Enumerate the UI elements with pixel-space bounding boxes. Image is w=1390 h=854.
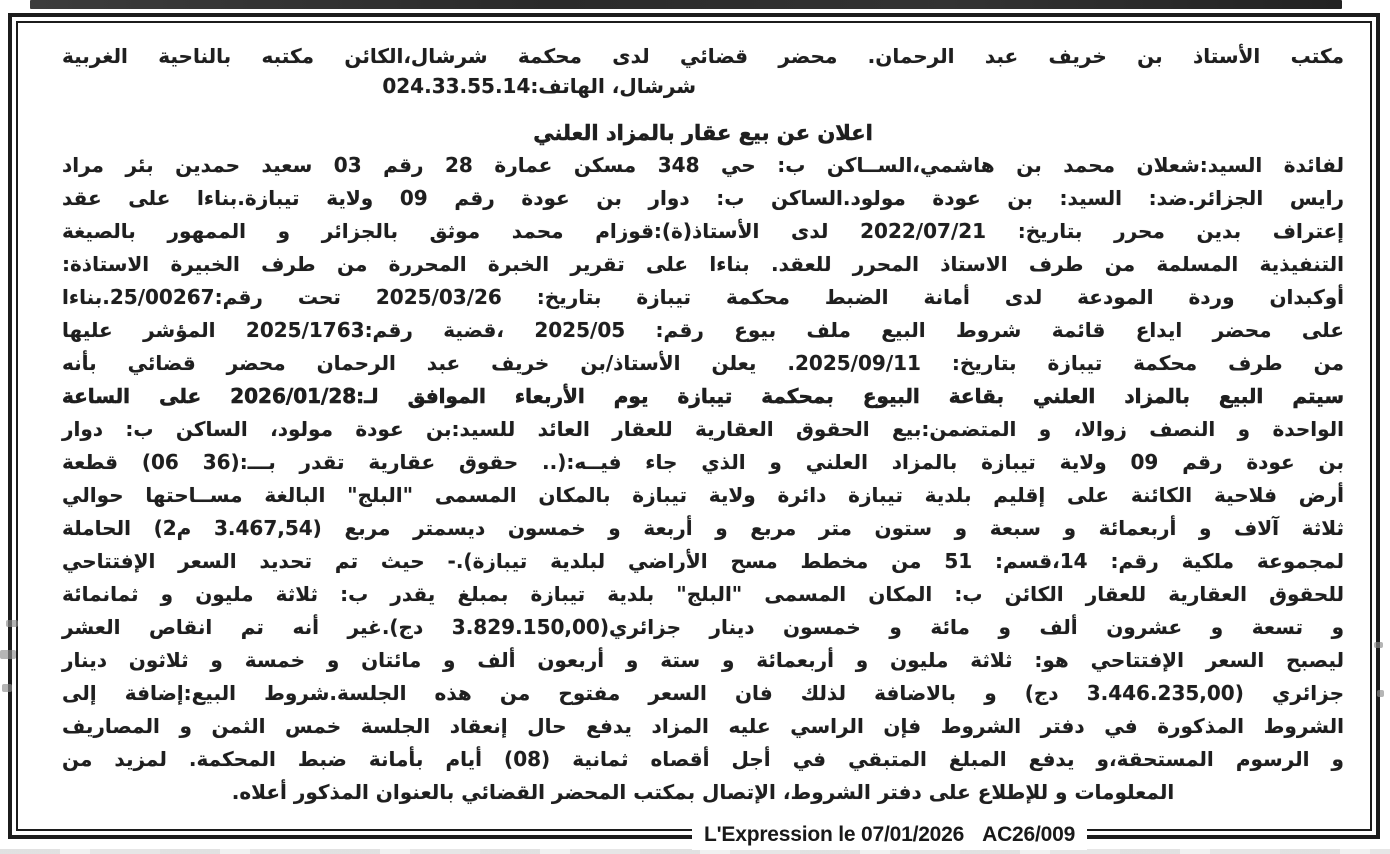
- document-inner-frame: [16, 21, 1372, 831]
- footer-publication-date: L'Expression le 07/01/2026: [704, 823, 965, 846]
- notice-body-line: التنفيذية المسلمة من طرف الاستاذ المحرر للعقد. بناءا على تقرير الخبرة المحررة من طرف الخبيرة الاستاذة:: [62, 252, 1344, 276]
- notice-body-line: أرض فلاحية الكائنة على إقليم بلدية تيبازة دائرة ولاية تيبازة بالمكان المسمى "البلج" البالغة مســاحتها حوالي: [62, 483, 1344, 507]
- notice-body-line: رايس الجزائر.ضد: السيد: بن عودة مولود.الساكن ب: دوار بن عودة رقم 09 ولاية تيبازة.بناءا على عقد: [62, 186, 1345, 210]
- office-header-line-1: مكتب الأستاذ بن خريف عبد الرحمان. محضر قضائي لدى محكمة شرشال،الكائن مكتبه بالناحية الغربية: [62, 44, 1344, 68]
- scan-speck: [2, 684, 12, 692]
- scan-speck: [1374, 642, 1383, 648]
- notice-body-line: ليصبح السعر الإفتتاحي هو: ثلاثة مليون و أربعمائة و ستة و أربعون ألف و مائتان و خمسة و ثلاثون دينار: [62, 648, 1344, 672]
- notice-body-line: جزائري (3.446.235,00 دج) و بالاضافة لذلك فان السعر مفتوح من هذه الجلسة.شروط البيع:إضافة إلى: [62, 681, 1344, 705]
- newspaper-footer-credit: [692, 820, 1087, 850]
- scan-speck: [1377, 690, 1384, 697]
- notice-body-line: من طرف محكمة تيبازة بتاريخ: 2025/09/11. يعلن الأستاذ/بن خريف عبد الرحمان محضر قضائي بأنه: [62, 351, 1345, 375]
- footer-reference-code: AC26/009: [982, 823, 1076, 846]
- notice-body-line: الواحدة و النصف زوالا، و المتضمن:بيع الحقوق العقارية للعقار العائد للسيد:بن عودة مولود، الساكن ب: دوار: [62, 417, 1344, 441]
- notice-title: اعلان عن بيع عقار بالمزاد العلني: [533, 121, 873, 145]
- scan-speck: [0, 650, 16, 659]
- notice-body-line-last: المعلومات و للإطلاع على دفتر الشروط، الإتصال بمكتب المحضر القضائي بالعنوان المذكور أعلاه.: [231, 780, 1175, 804]
- notice-body-line: الشروط المذكورة في دفتر الشروط فإن الراسي عليه المزاد يدفع حال إنعقاد الجلسة خمس الثمن و المصاريف: [62, 714, 1344, 738]
- notice-body-line: إعتراف بدين محرر بتاريخ: 2022/07/21 لدى الأستاذ(ة):قوزام محمد موثق بالجزائر و الممهور بالصيغة: [62, 219, 1344, 243]
- notice-body-line: أوكبدان وردة المودعة لدى أمانة الضبط محكمة تيبازة بتاريخ: 2025/03/26 تحت رقم:25/00267.بناءا: [62, 285, 1345, 309]
- scan-artifact-top-bar: [30, 0, 1342, 9]
- notice-body-line: على محضر ايداع قائمة شروط البيع ملف بيوع رقم: 2025/05 ،قضية رقم:2025/1763 المؤشر عليها: [62, 318, 1344, 342]
- notice-body-line-auction-date: سيتم البيع بالمزاد العلني بقاعة البيوع بمحكمة تيبازة يوم الأربعاء الموافق لـ:2026/01/28 على الساعة: [62, 384, 1344, 408]
- notice-body-line: و الرسوم المستحقة،و يدفع المبلغ المتبقي في أجل أقصاه ثمانية (08) أيام بأمانة ضبط المحكمة. لمزيد من: [62, 747, 1344, 771]
- office-header-line-2: شرشال، الهاتف:024.33.55.14: [382, 74, 696, 98]
- notice-content: [18, 23, 1370, 829]
- notice-body-line: لمجموعة ملكية رقم: 14،قسم: 51 من مخطط مسح الأراضي لبلدية تيبازة).- حيث تم تحديد السعر الإفتتاحي: [62, 549, 1344, 573]
- notice-body-line: و تسعة و عشرون ألف و مائة و خمسون دينار جزائري(3.829.150,00 دج).غير أنه تم انقاص العشر: [62, 615, 1344, 639]
- notice-body-line: لفائدة السيد:شعلان محمد بن هاشمي،الســاكن ب: حي 348 مسكن عمارة 28 رقم 03 سعيد حمدين بئر مراد: [62, 153, 1345, 177]
- scan-speck: [6, 620, 18, 627]
- notice-body-line: للحقوق العقارية للعقار الكائن ب: المكان المسمى "البلج" بلدية تيبازة بمبلغ يقدر ب: ثلاثة مليون و ثمانمائة: [62, 582, 1344, 606]
- document-frame: [8, 13, 1380, 839]
- notice-body-line: بن عودة رقم 09 ولاية تيبازة بالمزاد العلني و الذي جاء فيــه:(.. حقوق عقارية تقدر بـــ:(36 06) قطعة: [62, 450, 1344, 474]
- notice-body-line: ثلاثة آلاف و أربعمائة و سبعة و ستون متر مربع و أربعة و خمسون ديسمتر مربع (3.467,54 م2) الحاملة: [62, 516, 1345, 540]
